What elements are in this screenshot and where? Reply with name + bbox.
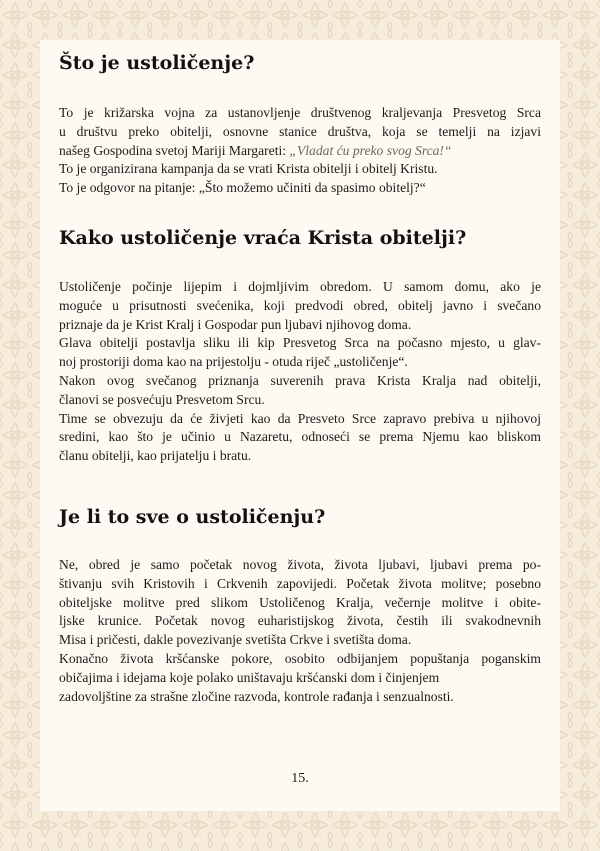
text-line: Time se obvezuju da će živjeti kao da Presveto Srce zapravo prebiva u njihovoj: [59, 410, 541, 426]
section-paragraph: [59, 556, 541, 706]
text-line: u društvu preko obitelji, osnovne stanice društva, koja se temelji na izjavi: [59, 123, 541, 139]
text-line: članu obitelji, kao prijatelju i bratu.: [59, 448, 252, 464]
quote-text: „Vladat ću preko svog Srca!“: [289, 142, 452, 158]
text-span: našeg Gospodina svetoj Mariji Margareti:: [59, 142, 290, 158]
text-line: Glava obitelji postavlja sliku ili kip Presvetog Srca na počasno mjesto, u glav-: [59, 335, 541, 351]
text-line: sredini, kao što je učinio u Nazaretu, odnoseći se prema Njemu kao bliskom: [59, 429, 541, 445]
text-line: Ne, obred je samo početak novog života, života ljubavi, ljubavi prema po-: [59, 557, 541, 572]
section-heading: Kako ustoličenje vraća Krista obitelji?: [59, 227, 467, 249]
text-line: Misa i pričesti, dakle povezivanje svetišta Crkve i svetišta doma.: [59, 632, 412, 648]
text-line: Ustoličenje počinje lijepim i dojmljivim obredom. U samom domu, ako je: [59, 279, 541, 294]
section-paragraph: [59, 278, 541, 466]
text-line: To je organizirana kampanja da se vrati Krista obitelji i obitelj Kristu.: [59, 161, 438, 177]
text-line: obiteljske molitve pred slikom Ustoličenog Kralja, večernje molitve i obite-: [59, 594, 541, 610]
content-panel: [40, 40, 560, 811]
page-number: 15.: [291, 771, 309, 786]
text-line: noj prostoriji doma kao na prijestolju - otuda riječ „ustoličenje“.: [59, 354, 408, 370]
text-line: moguće u prisutnosti svećenika, koji predvodi obred, obitelj javno i svečano: [59, 297, 541, 313]
text-line: štivanju svih Kristovih i Crkvenih zapovijedi. Početak života molitve; posebno: [59, 575, 541, 591]
text-line: Konačno života kršćanske pokore, osobito odbijanjem popuštanja poganskim: [59, 650, 541, 666]
text-line: To je križarska vojna za ustanovljenje društvenog kraljevanja Presvetog Srca: [59, 105, 541, 120]
text-line: članovi se posvećuju Presvetom Srcu.: [59, 391, 265, 407]
text-line: priznaje da je Krist Kralj i Gospodar pun ljubavi njihovog doma.: [59, 316, 412, 332]
text-line: Nakon ovog svečanog priznanja suverenih prava Krista Kralja nad obitelji,: [59, 372, 541, 388]
section-heading: Što je ustoličenje?: [59, 52, 255, 74]
text-line: [59, 142, 541, 161]
text-line: To je odgovor na pitanje: „Što možemo učiniti da spasimo obitelj?“: [59, 180, 426, 196]
text-line: zadovoljštine za strašne zločine razvoda, kontrole rađanja i senzualnosti.: [59, 688, 454, 704]
text-line: ljske krunice. Početak novog euharistijskog života, čestih ili svakodnevnih: [59, 613, 541, 629]
section-paragraph: [59, 104, 541, 198]
section-heading: Je li to sve o ustoličenju?: [59, 506, 326, 528]
text-line: običajima i idejama koje polako uništavaju kršćanski dom i činjenjem: [59, 669, 440, 685]
